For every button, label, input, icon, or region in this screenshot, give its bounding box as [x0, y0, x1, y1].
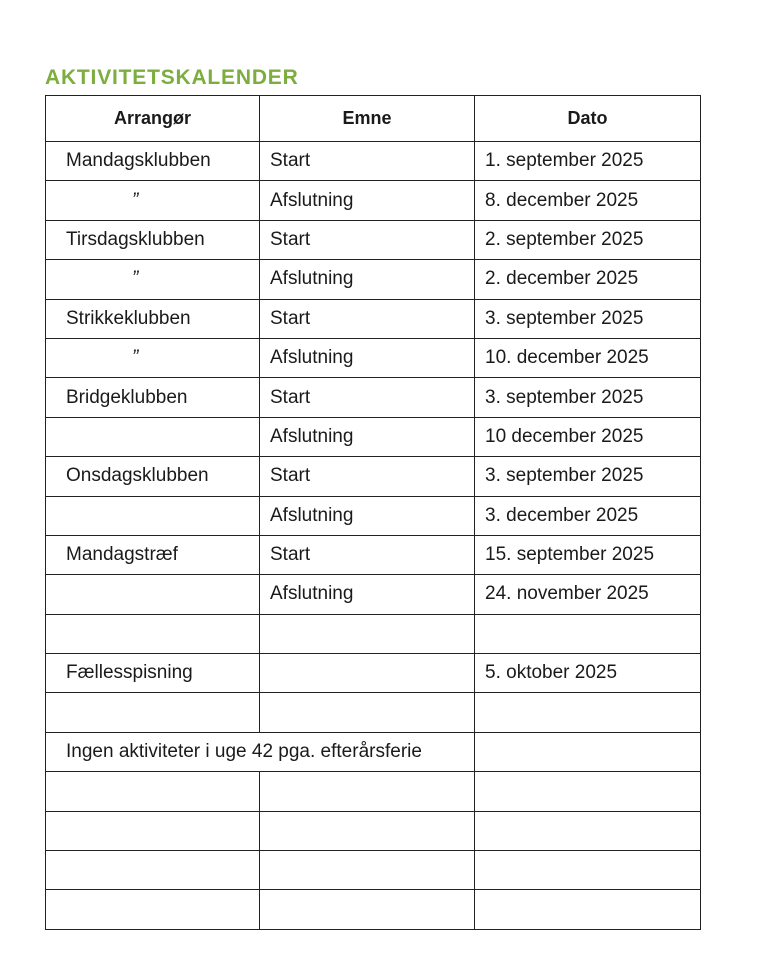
header-dato: Dato: [475, 96, 701, 142]
cell-arrangor-ditto: ”: [46, 181, 260, 220]
cell-emne: Start: [260, 142, 475, 181]
cell-emne: [260, 654, 475, 693]
cell-emne: [260, 890, 475, 929]
cell-emne: Start: [260, 220, 475, 259]
header-arrangor: Arrangør: [46, 96, 260, 142]
table-row: [46, 457, 701, 496]
cell-emne: [260, 851, 475, 890]
cell-emne: Start: [260, 457, 475, 496]
table-row: [46, 811, 701, 850]
table-row: [46, 772, 701, 811]
cell-emne: Start: [260, 378, 475, 417]
cell-arrangor: [46, 575, 260, 614]
cell-arrangor: Tirsdagsklubben: [46, 220, 260, 259]
table-body: [46, 142, 701, 930]
cell-emne: Afslutning: [260, 417, 475, 456]
table-row: [46, 851, 701, 890]
cell-dato: 10 december 2025: [475, 417, 701, 456]
cell-emne: Afslutning: [260, 181, 475, 220]
cell-dato: [475, 693, 701, 732]
cell-emne: Afslutning: [260, 260, 475, 299]
cell-emne: [260, 772, 475, 811]
cell-dato: 24. november 2025: [475, 575, 701, 614]
table-row: [46, 220, 701, 259]
table-row: [46, 260, 701, 299]
table-row: [46, 142, 701, 181]
cell-emne: [260, 811, 475, 850]
cell-emne: Afslutning: [260, 338, 475, 377]
table-row: [46, 496, 701, 535]
table-row: [46, 890, 701, 929]
cell-emne: Afslutning: [260, 496, 475, 535]
cell-dato: 1. september 2025: [475, 142, 701, 181]
cell-arrangor: [46, 890, 260, 929]
activity-calendar-table: [45, 95, 701, 930]
cell-dato: [475, 772, 701, 811]
table-row: [46, 654, 701, 693]
table-row: [46, 417, 701, 456]
cell-dato: 3. september 2025: [475, 378, 701, 417]
cell-dato: 8. december 2025: [475, 181, 701, 220]
cell-dato: [475, 614, 701, 653]
cell-arrangor: Mandagstræf: [46, 535, 260, 574]
cell-arrangor: [46, 811, 260, 850]
notice-text: Ingen aktiviteter i uge 42 pga. efterårsferie: [46, 732, 475, 771]
header-emne: Emne: [260, 96, 475, 142]
cell-arrangor: [46, 417, 260, 456]
page-title: AKTIVITETSKALENDER: [45, 66, 299, 89]
table-row: [46, 181, 701, 220]
table-header-row: [46, 96, 701, 142]
cell-emne: [260, 614, 475, 653]
table-row: [46, 575, 701, 614]
cell-dato: [475, 890, 701, 929]
cell-dato: [475, 732, 701, 771]
cell-arrangor-ditto: ”: [46, 338, 260, 377]
cell-dato: 10. december 2025: [475, 338, 701, 377]
cell-arrangor: [46, 496, 260, 535]
cell-arrangor-ditto: ”: [46, 260, 260, 299]
table-row: [46, 338, 701, 377]
cell-arrangor: [46, 851, 260, 890]
table-row: [46, 535, 701, 574]
cell-emne: Start: [260, 535, 475, 574]
cell-emne: [260, 693, 475, 732]
cell-dato: 3. december 2025: [475, 496, 701, 535]
cell-arrangor: [46, 772, 260, 811]
cell-emne: Afslutning: [260, 575, 475, 614]
cell-dato: [475, 851, 701, 890]
notice-row: [46, 732, 701, 771]
cell-dato: 2. december 2025: [475, 260, 701, 299]
cell-arrangor: Onsdagsklubben: [46, 457, 260, 496]
cell-arrangor: Mandagsklubben: [46, 142, 260, 181]
cell-dato: 5. oktober 2025: [475, 654, 701, 693]
table-row: [46, 299, 701, 338]
cell-emne: Start: [260, 299, 475, 338]
cell-arrangor: Bridgeklubben: [46, 378, 260, 417]
cell-dato: 3. september 2025: [475, 299, 701, 338]
cell-dato: 2. september 2025: [475, 220, 701, 259]
cell-arrangor: Strikkeklubben: [46, 299, 260, 338]
cell-dato: [475, 811, 701, 850]
cell-dato: 3. september 2025: [475, 457, 701, 496]
table-row: [46, 693, 701, 732]
cell-arrangor: [46, 614, 260, 653]
cell-arrangor: [46, 693, 260, 732]
table-row: [46, 378, 701, 417]
cell-dato: 15. september 2025: [475, 535, 701, 574]
table-row: [46, 614, 701, 653]
cell-arrangor: Fællesspisning: [46, 654, 260, 693]
